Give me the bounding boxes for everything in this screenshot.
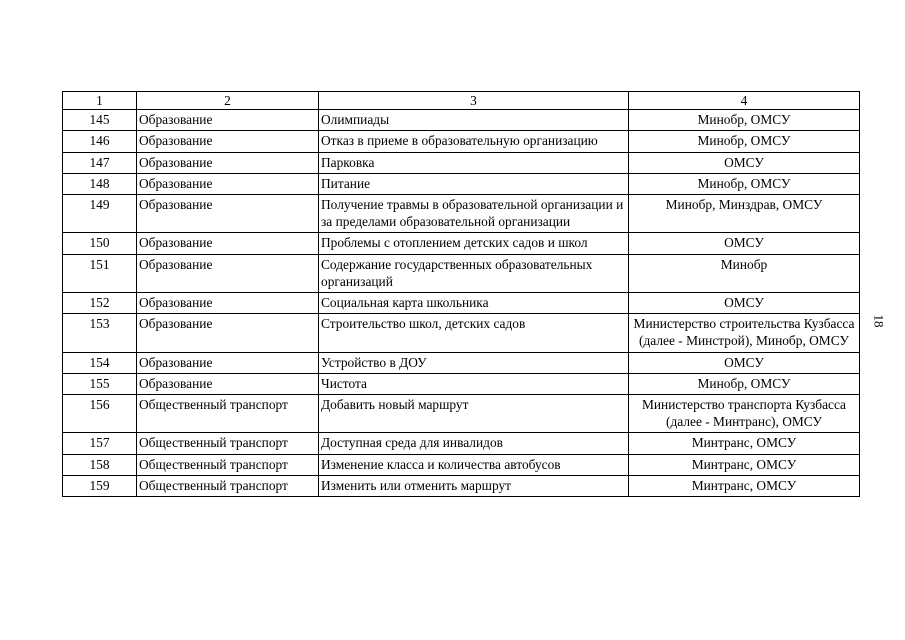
topic-cell: Чистота	[319, 373, 629, 394]
page-number: 18	[871, 314, 887, 328]
row-number-cell: 147	[63, 152, 137, 173]
responsible-cell: Минобр, ОМСУ	[629, 110, 860, 131]
area-cell: Образование	[137, 233, 319, 254]
responsible-cell: ОМСУ	[629, 352, 860, 373]
table-row	[63, 293, 860, 314]
table-row	[63, 233, 860, 254]
table-row	[63, 314, 860, 352]
row-number-cell: 155	[63, 373, 137, 394]
responsible-cell: Минобр, ОМСУ	[629, 131, 860, 152]
responsible-cell: Минтранс, ОМСУ	[629, 454, 860, 475]
responsible-cell: ОМСУ	[629, 233, 860, 254]
row-number-cell: 149	[63, 195, 137, 233]
area-cell: Общественный транспорт	[137, 433, 319, 454]
area-cell: Образование	[137, 110, 319, 131]
topic-cell: Отказ в приеме в образовательную организацию	[319, 131, 629, 152]
table-row	[63, 352, 860, 373]
topic-cell: Содержание государственных образовательных организаций	[319, 254, 629, 292]
responsible-cell: Минобр, ОМСУ	[629, 373, 860, 394]
area-cell: Образование	[137, 152, 319, 173]
row-number-cell: 150	[63, 233, 137, 254]
topic-cell: Олимпиады	[319, 110, 629, 131]
table-row	[63, 173, 860, 194]
table-row	[63, 395, 860, 433]
responsible-cell: ОМСУ	[629, 293, 860, 314]
row-number-cell: 159	[63, 475, 137, 496]
topic-cell: Строительство школ, детских садов	[319, 314, 629, 352]
row-number-cell: 156	[63, 395, 137, 433]
table-body	[63, 110, 860, 497]
responsible-cell: Минтранс, ОМСУ	[629, 433, 860, 454]
area-cell: Общественный транспорт	[137, 475, 319, 496]
responsible-cell: Министерство строительства Кузбасса (далее - Минстрой), Минобр, ОМСУ	[629, 314, 860, 352]
topic-cell: Питание	[319, 173, 629, 194]
topic-cell: Получение травмы в образовательной организации и за пределами образовательной организации	[319, 195, 629, 233]
row-number-cell: 157	[63, 433, 137, 454]
responsible-cell: Минобр	[629, 254, 860, 292]
row-number-cell: 154	[63, 352, 137, 373]
column-number-header: 1	[63, 92, 137, 110]
column-topic-header: 3	[319, 92, 629, 110]
row-number-cell: 145	[63, 110, 137, 131]
row-number-cell: 152	[63, 293, 137, 314]
area-cell: Образование	[137, 314, 319, 352]
table-row	[63, 254, 860, 292]
area-cell: Образование	[137, 373, 319, 394]
area-cell: Общественный транспорт	[137, 395, 319, 433]
appeals-topics-table	[62, 91, 860, 497]
table-header-row	[63, 92, 860, 110]
table-row	[63, 454, 860, 475]
responsible-cell: Минтранс, ОМСУ	[629, 475, 860, 496]
table-row	[63, 475, 860, 496]
table-row	[63, 373, 860, 394]
table-row	[63, 195, 860, 233]
area-cell: Образование	[137, 195, 319, 233]
topic-cell: Изменить или отменить маршрут	[319, 475, 629, 496]
responsible-cell: ОМСУ	[629, 152, 860, 173]
area-cell: Образование	[137, 131, 319, 152]
area-cell: Образование	[137, 352, 319, 373]
column-responsible-header: 4	[629, 92, 860, 110]
row-number-cell: 148	[63, 173, 137, 194]
responsible-cell: Минобр, Минздрав, ОМСУ	[629, 195, 860, 233]
responsible-cell: Минобр, ОМСУ	[629, 173, 860, 194]
topic-cell: Изменение класса и количества автобусов	[319, 454, 629, 475]
table-row	[63, 152, 860, 173]
area-cell: Образование	[137, 173, 319, 194]
column-area-header: 2	[137, 92, 319, 110]
table-row	[63, 433, 860, 454]
table-row	[63, 110, 860, 131]
topic-cell: Парковка	[319, 152, 629, 173]
row-number-cell: 158	[63, 454, 137, 475]
area-cell: Общественный транспорт	[137, 454, 319, 475]
area-cell: Образование	[137, 293, 319, 314]
area-cell: Образование	[137, 254, 319, 292]
table-row	[63, 131, 860, 152]
topic-cell: Социальная карта школьника	[319, 293, 629, 314]
topic-cell: Проблемы с отоплением детских садов и школ	[319, 233, 629, 254]
topic-cell: Устройство в ДОУ	[319, 352, 629, 373]
row-number-cell: 151	[63, 254, 137, 292]
row-number-cell: 153	[63, 314, 137, 352]
topic-cell: Добавить новый маршрут	[319, 395, 629, 433]
responsible-cell: Министерство транспорта Кузбасса (далее - Минтранс), ОМСУ	[629, 395, 860, 433]
row-number-cell: 146	[63, 131, 137, 152]
topic-cell: Доступная среда для инвалидов	[319, 433, 629, 454]
